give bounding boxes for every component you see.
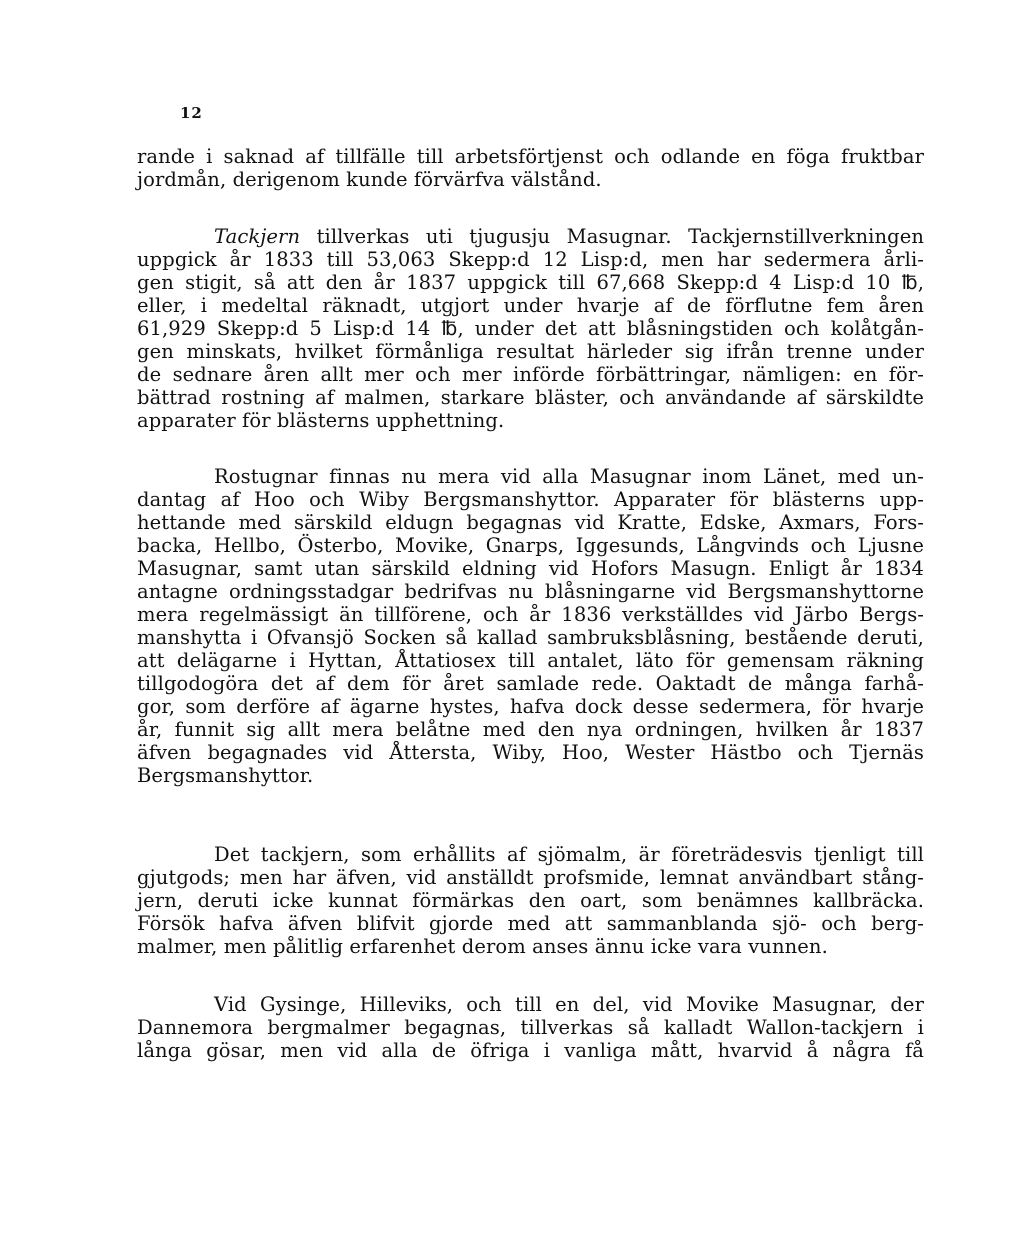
text-line: malmer, men pålitlig erfarenhet derom anses ännu icke vara vunnen.: [137, 935, 828, 958]
text-line: år, funnit sig allt mera belåtne med den nya ordningen, hvilken år 1837: [137, 718, 924, 741]
italic-term: Tackjern: [214, 225, 301, 248]
paragraph-1: [137, 145, 924, 191]
paragraph-4: [137, 843, 924, 958]
text-line: tillgodogöra det af dem för året samlade rede. Oaktadt de många farhå-: [137, 672, 924, 695]
text-line: bättrad rostning af malmen, starkare bläster, och användande af särskildte: [137, 386, 924, 409]
text-line: Rostugnar finnas nu mera vid alla Masugnar inom Länet, med un-: [214, 465, 924, 488]
paragraph-5: [137, 993, 924, 1062]
text-line: gor, som derföre af ägarne hystes, hafva dock desse sedermera, för hvarje: [137, 695, 924, 718]
page-number: 12: [180, 104, 203, 122]
text-line: gen minskats, hvilket förmånliga resultat härleder sig ifrån trenne under: [137, 340, 924, 363]
text-line: eller, i medeltal räknadt, utgjort under hvarje af de förflutne fem åren: [137, 294, 924, 317]
text-line: Dannemora bergmalmer begagnas, tillverkas så kalladt Wallon-tackjern i: [137, 1016, 924, 1039]
text-line: äfven begagnades vid Åttersta, Wiby, Hoo, Wester Hästbo och Tjernäs: [137, 741, 924, 764]
paragraph-2: [137, 225, 924, 432]
text-line: de sednare åren allt mer och mer införde förbättringar, nämligen: en för-: [137, 363, 924, 386]
text-line: Försök hafva äfven blifvit gjorde med att sammanblanda sjö- och berg-: [137, 912, 924, 935]
text-line: mera regelmässigt än tillförene, och år 1836 verkställdes vid Järbo Bergs-: [137, 603, 924, 626]
paragraph-3: [137, 465, 924, 787]
text-line: att delägarne i Hyttan, Åttatiosex till antalet, läto för gemensam räkning: [137, 649, 924, 672]
text-line: 61,929 Skepp:d 5 Lisp:d 14 ℔, under det att blåsningstiden och kolåtgån-: [137, 317, 924, 340]
text-line: backa, Hellbo, Österbo, Movike, Gnarps, Iggesunds, Långvinds och Ljusne: [137, 534, 924, 557]
text-run: tillverkas uti tjugusju Masugnar. Tackjernstillverkningen: [300, 225, 924, 248]
text-line: gjutgods; men har äfven, vid anställdt profsmide, lemnat användbart stång-: [137, 866, 924, 889]
text-line: långa gösar, men vid alla de öfriga i vanliga mått, hvarvid å några få: [137, 1039, 924, 1062]
text-line: apparater för blästerns upphettning.: [137, 409, 505, 432]
text-line: gen stigit, så att den år 1837 uppgick till 67,668 Skepp:d 4 Lisp:d 10 ℔,: [137, 271, 924, 294]
text-line: Bergsmanshyttor.: [137, 764, 314, 787]
text-line: jordmån, derigenom kunde förvärfva välstånd.: [137, 168, 602, 191]
text-line: hettande med särskild eldugn begagnas vid Kratte, Edske, Axmars, Fors-: [137, 511, 924, 534]
text-line: Det tackjern, som erhållits af sjömalm, är företrädesvis tjenligt till: [214, 843, 924, 866]
text-line: Vid Gysinge, Hilleviks, och till en del, vid Movike Masugnar, der: [214, 993, 924, 1016]
text-line: antagne ordningsstadgar bedrifvas nu blåsningarne vid Bergsmanshyttorne: [137, 580, 924, 603]
text-line: dantag af Hoo och Wiby Bergsmanshyttor. Apparater för blästerns upp-: [137, 488, 924, 511]
text-line: rande i saknad af tillfälle till arbetsförtjenst och odlande en föga fruktbar: [137, 145, 924, 168]
text-line: manshytta i Ofvansjö Socken så kallad sambruksblåsning, bestående deruti,: [137, 626, 924, 649]
text-line: [137, 225, 924, 248]
text-line: uppgick år 1833 till 53,063 Skepp:d 12 Lisp:d, men har sedermera årli-: [137, 248, 924, 271]
text-line: Masugnar, samt utan särskild eldning vid Hofors Masugn. Enligt år 1834: [137, 557, 924, 580]
text-line: jern, deruti icke kunnat förmärkas den oart, som benämnes kallbräcka.: [137, 889, 924, 912]
